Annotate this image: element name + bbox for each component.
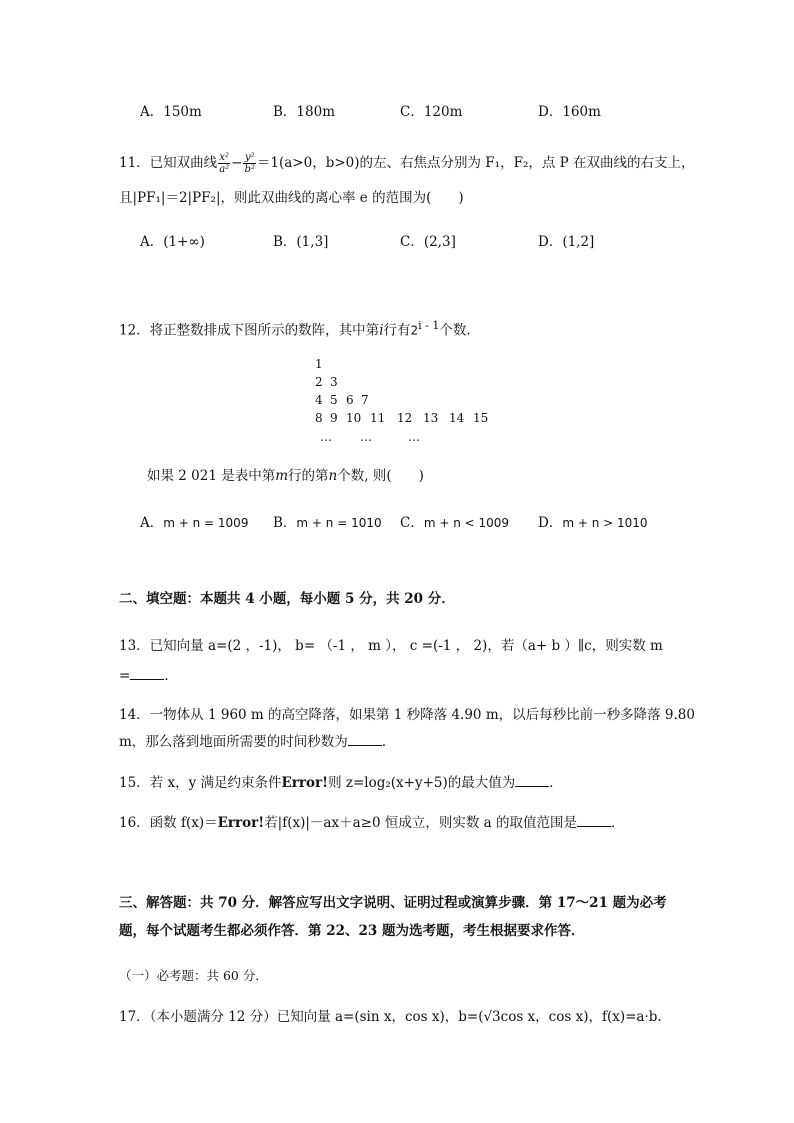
triangle-row: … … … bbox=[320, 430, 420, 444]
q11-line2: 且|PF₁|＝2|PF₂|，则此双曲线的离心率 e 的范围为( ) bbox=[119, 190, 464, 206]
q12-option-c: C．m + n < 1009 bbox=[400, 515, 510, 531]
subsection-required: （一）必考题：共 60 分． bbox=[119, 968, 268, 983]
q10-option-a: A．150m bbox=[140, 104, 202, 120]
q11-prefix: 11．已知双曲线 bbox=[119, 155, 218, 171]
q11-tail: ＝1(a>0，b>0)的左、右焦点分别为 F₁，F₂，点 P 在双曲线的右支上， bbox=[256, 155, 695, 171]
triangle-row: 8 9 10 11 12 13 14 15 bbox=[315, 411, 489, 425]
q14-line2: m，那么落到地面所需要的时间秒数为 ． bbox=[119, 734, 396, 750]
answer-blank[interactable] bbox=[130, 667, 164, 680]
section-3-title-line2: 题，每个试题考生都必须作答．第 22、23 题为选考题，考生根据要求作答． bbox=[119, 923, 585, 939]
q12-condition: 如果 2 021 是表中第m行的第n个数, 则( ) bbox=[147, 468, 424, 484]
q12-option-b: B．m + n = 1010 bbox=[273, 515, 382, 531]
q11-frac-y: $\frac{\text{y²}}{\text{b²}}$ bbox=[244, 152, 255, 175]
q11-option-a: A．(1+∞) bbox=[140, 234, 205, 250]
q13-line2: = ． bbox=[119, 668, 178, 684]
section-3-title-line1: 三、解答题：共 70 分．解答应写出文字说明、证明过程或演算步骤．第 17～21 题为必考 bbox=[119, 895, 667, 911]
q11-frac-x: $\frac{\text{x²}}{\text{a²}}$ bbox=[219, 152, 230, 175]
q13-line1: 13．已知向量 a=(2 ，-1)， b= （-1 ， m ）， c =(-1 ， 2)，若（a+ b ）∥c，则实数 m bbox=[119, 638, 663, 654]
q17-line: 17．（本小题满分 12 分）已知向量 a=(sin x，cos x)，b=(√3cos x，cos x)，f(x)=a·b. bbox=[119, 1009, 662, 1025]
error-field: Error! bbox=[217, 815, 265, 831]
triangle-row: 4 5 6 7 bbox=[315, 393, 369, 407]
triangle-row: 2 3 bbox=[315, 375, 338, 389]
q12-stem: 12．将正整数排成下图所示的数阵，其中第i行有2$^{i - 1}$个数. bbox=[119, 319, 471, 339]
q11-option-d: D．(1,2] bbox=[538, 234, 595, 250]
triangle-row: 1 bbox=[315, 357, 323, 371]
q12-option-d: D．m + n > 1010 bbox=[538, 515, 648, 531]
q11-line1: 11．已知双曲线 $\frac{\text{x²}}{\text{a²}}$ − $\frac{\text{y²}}{\text{b²}}$ ＝1(a>0，b>0)的左、右焦点分别为 F₁，F₂，点 P 在双曲线的右支上， bbox=[119, 152, 695, 175]
answer-blank[interactable] bbox=[577, 814, 611, 827]
answer-blank[interactable] bbox=[348, 733, 382, 746]
section-2-title: 二、填空题：本题共 4 小题，每小题 5 分，共 20 分． bbox=[119, 591, 455, 607]
q14-line1: 14．一物体从 1 960 m 的高空降落，如果第 1 秒降落 4.90 m，以后每秒比前一秒多降落 9.80 bbox=[119, 707, 695, 723]
q11-option-b: B．(1,3] bbox=[273, 234, 329, 250]
q10-option-c: C．120m bbox=[400, 104, 463, 120]
q16-line: 16．函数 f(x)＝Error!若|f(x)|－ax＋a≥0 恒成立，则实数 a 的取值范围是 ． bbox=[119, 815, 625, 831]
q12-option-a: A．m + n = 1009 bbox=[140, 515, 249, 531]
q10-option-b: B．180m bbox=[273, 104, 335, 120]
error-field: Error! bbox=[281, 775, 329, 791]
q11-option-c: C．(2,3] bbox=[400, 234, 456, 250]
q10-option-d: D．160m bbox=[538, 104, 601, 120]
answer-blank[interactable] bbox=[515, 774, 549, 787]
q15-line: 15．若 x，y 满足约束条件Error!则 z=log₂(x+y+5)的最大值为 ． bbox=[119, 775, 563, 791]
